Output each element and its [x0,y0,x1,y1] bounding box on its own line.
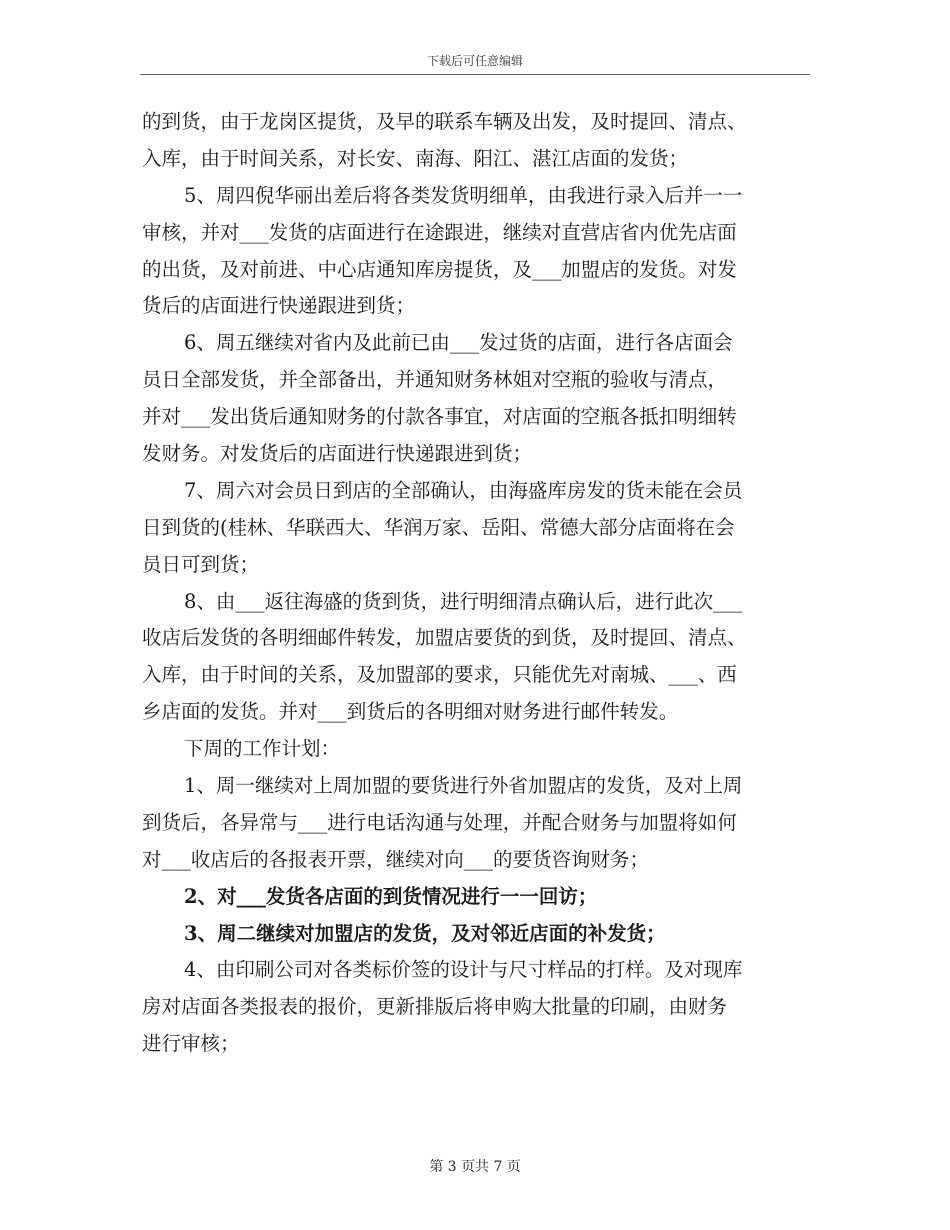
text-line: 6、周五继续对省内及此前已由___发过货的店面，进行各店面会 [184,331,733,355]
text-line: 入库，由于时间关系，对长安、南海、阳江、湛江店面的发货； [142,146,689,170]
text-line: 并对___发出货后通知财务的付款各事宜，对店面的空瓶各抵扣明细转 [142,405,737,429]
text-line: 收店后发货的各明细邮件转发，加盟店要货的到货，及时提回、清点、 [142,626,747,650]
text-line: 到货后，各异常与___进行电话沟通与处理，并配合财务与加盟将如何 [142,810,737,834]
text-line: 对___收店后的各报表开票，继续对向___的要货咨询财务； [142,847,650,871]
text-line: 审核，并对___发货的店面进行在途跟进，继续对直营店省内优先店面 [142,220,737,244]
text-line: 房对店面各类报表的报价，更新排版后将申购大批量的印刷，由财务 [142,995,728,1019]
text-line: 5、周四倪华丽出差后将各类发货明细单，由我进行录入后并一一 [184,183,743,207]
text-line: 员日全部发货，并全部备出，并通知财务林姐对空瓶的验收与清点， [142,368,728,392]
text-line: 员日可到货； [142,552,260,576]
text-line: 2、对___发货各店面的到货情况进行一一回访； [184,884,598,908]
page-footer: 第 3 页共 7 页 [429,1159,521,1175]
page-header: 下载后可任意编辑 [426,54,523,68]
text-line: 4、由印刷公司对各类标价签的设计与尺寸样品的打样。及对现库 [184,958,743,982]
text-line: 发财务。对发货后的店面进行快递跟进到货； [142,442,533,466]
text-line: 日到货的(桂林、华联西大、华润万家、岳阳、常德大部分店面将在会 [142,515,735,539]
text-line: 8、由___返往海盛的货到货，进行明细清点确认后，进行此次___ [184,589,743,613]
text-line: 3、周二继续对加盟店的发货，及对邻近店面的补发货； [184,921,666,945]
text-line: 的到货，由于龙岗区提货，及早的联系车辆及出发，及时提回、清点、 [142,110,747,133]
text-line: 货后的店面进行快递跟进到货； [142,294,416,318]
document-body [142,104,810,1063]
text-line: 的出货，及对前进、中心店通知库房提货，及___加盟店的发货。对发 [142,257,737,281]
text-line: 入库，由于时间的关系，及加盟部的要求，只能优先对南城、___、西 [142,663,737,687]
text-line: 乡店面的发货。并对___到货后的各明细对财务进行邮件转发。 [142,700,679,724]
text-line: 1、周一继续对上周加盟的要货进行外省加盟店的发货，及对上周 [184,774,743,798]
text-line: 7、周六对会员日到店的全部确认，由海盛库房发的货未能在会员 [184,478,743,502]
text-line: 下周的工作计划： [184,737,341,761]
header-divider [140,74,810,75]
text-line: 进行审核； [142,1032,240,1056]
